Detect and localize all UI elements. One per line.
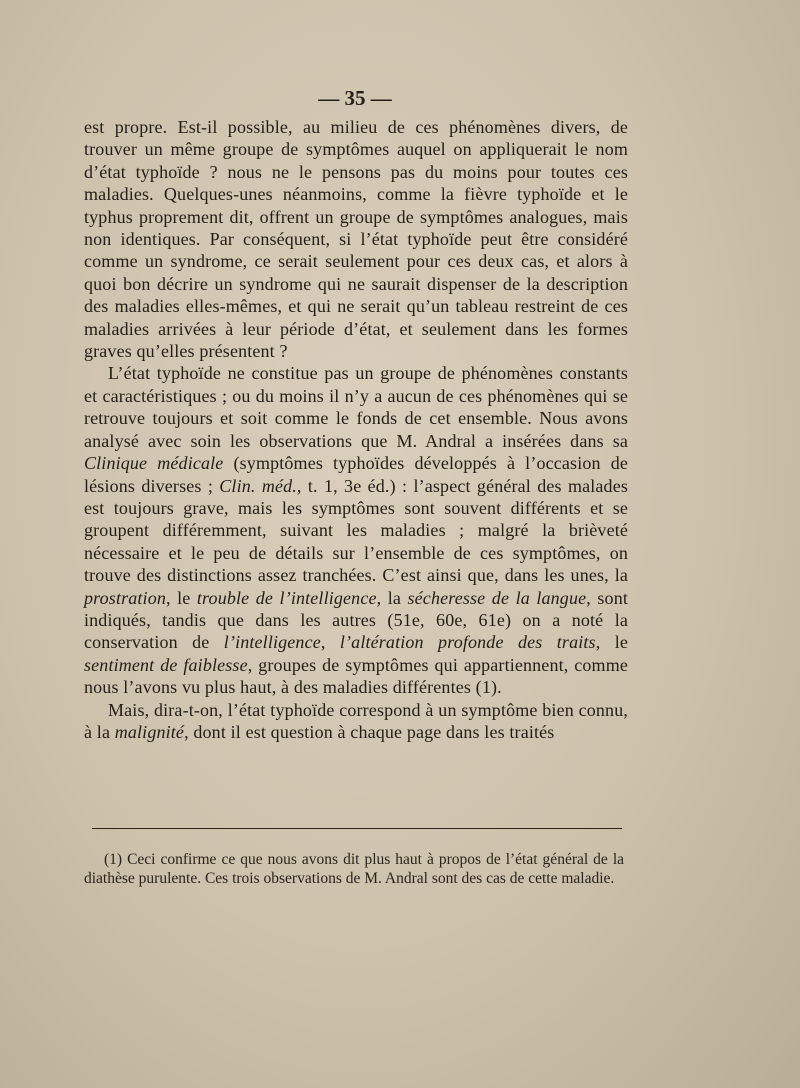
italic-run: sentiment de faiblesse (84, 654, 248, 675)
text-run: L’état typhoïde ne constitue pas un groupe de phénomènes constants et caractéristiques ; ou du moins il n’y a aucun de ces phénomènes qui se retrouve toujours et soit comme le fonds de cet ensemble. Nous avons analysé avec soin les observations que M. Andral a insérées dans sa (84, 363, 628, 451)
italic-run: Clin. méd. (219, 475, 297, 496)
text-run: , dont il est question à chaque page dans les traités (184, 721, 555, 742)
page-number: — 35 — (318, 86, 392, 110)
text-run: , le (595, 632, 628, 653)
italic-run: Clinique médicale (84, 453, 224, 474)
italic-run: l’intelligence (223, 632, 321, 653)
footnote (84, 850, 624, 888)
paragraph-1: est propre. Est-il possible, au milieu de ces phénomènes divers, de trouver un même groupe de symptômes auquel on appliquerait le nom d’état typhoïde ? nous ne le pensons pas du moins pour toutes ces maladies. Quelques-unes néanmoins, comme la fièvre typhoïde et le typhus proprement dit, offrent un groupe de symptômes analogues, mais non identiques. Par conséquent, si l’état typhoïde peut être considéré comme un syndrome, ce serait seulement pour ces deux cas, et alors à quoi bon décrire un syndrome qui ne saurait dispenser de la description des maladies elles-mêmes, et qui ne serait qu’un tableau restreint de ces maladies arrivées à leur période d’état, et seulement dans les formes graves qu’elles présentent ? (84, 117, 628, 362)
italic-run: trouble de l’intelligence (196, 587, 377, 608)
text-run: , le (166, 587, 197, 608)
body-text (84, 116, 628, 743)
text-run: , la (376, 587, 408, 608)
text-run: , (320, 632, 340, 653)
text-run: , t. 1, 3e éd.) : l’aspect général des malades est toujours grave, mais les symptômes sont souvent différents et se groupent différemment, suivant les maladies ; malgré la brièveté nécessaire et le peu de détails sur l’ensemble de ces symptômes, on trouve des distinctions assez tranchées. C’est ainsi que, dans les unes, la (84, 475, 628, 586)
italic-run: prostration (84, 587, 166, 608)
italic-run: l’altération profonde des traits (339, 632, 596, 653)
text-run: , sont indiqués, tandis que dans les autres (51e, 60e, 61e) on a noté la conservation de (84, 587, 628, 653)
text-run: , groupes de symptômes qui appartiennent, comme nous l’avons vu plus haut, à des maladies différentes (1). (84, 654, 628, 698)
italic-run: malignité (114, 721, 185, 742)
text-run: Mais, dira-t-on, l’état typhoïde correspond à un symptôme bien connu, à la (84, 699, 628, 742)
paragraph-3 (84, 699, 628, 744)
footnote-divider (92, 828, 622, 829)
italic-run: sécheresse de la langue (407, 587, 587, 608)
paragraph-2 (84, 362, 628, 698)
text-run: (symptômes typhoïdes développés à l’occasion de lésions diverses ; (84, 453, 628, 496)
footnote-text: (1) Ceci confirme ce que nous avons dit plus haut à propos de l’état général de la diathèse purulente. Ces trois observations de M. Andral sont des cas de cette maladie. (84, 851, 624, 887)
